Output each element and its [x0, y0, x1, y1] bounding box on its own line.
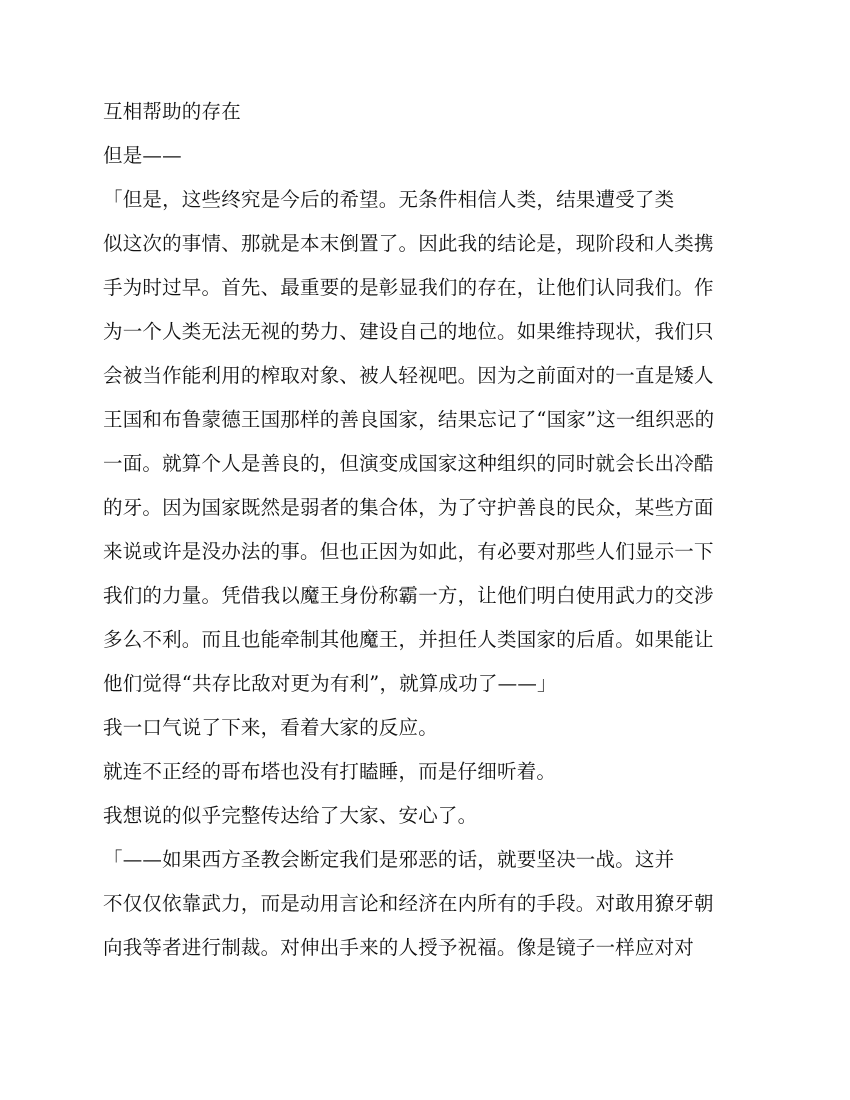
text-line: 似这次的事情、那就是本末倒置了。因此我的结论是，现阶段和人类携 — [103, 232, 714, 255]
text-line: 互相帮助的存在 — [103, 100, 241, 123]
text-line: 的牙。因为国家既然是弱者的集合体，为了守护善良的民众，某些方面 — [103, 496, 714, 519]
text-line: 「但是，这些终究是今后的希望。无条件相信人类，结果遭受了类 — [103, 188, 675, 211]
text-line: 「——如果西方圣教会断定我们是邪恶的话，就要坚决一战。这并 — [103, 848, 675, 871]
text-line: 我想说的似乎完整传达给了大家、安心了。 — [103, 804, 478, 827]
text-line: 我们的力量。凭借我以魔王身份称霸一方，让他们明白使用武力的交涉 — [103, 584, 714, 607]
text-line: 为一个人类无法无视的势力、建设自己的地位。如果维持现状，我们只 — [103, 320, 714, 343]
text-line: 就连不正经的哥布塔也没有打瞌睡，而是仔细听着。 — [103, 760, 557, 783]
text-line: 但是—— — [103, 144, 182, 167]
text-line: 来说或许是没办法的事。但也正因为如此，有必要对那些人们显示一下 — [103, 540, 714, 563]
text-line: 他们觉得“共存比敌对更为有利”，就算成功了——」 — [103, 672, 557, 695]
text-line: 向我等者进行制裁。对伸出手来的人授予祝福。像是镜子一样应对对 — [103, 936, 695, 959]
document-page — [103, 98, 763, 978]
text-line: 王国和布鲁蒙德王国那样的善良国家，结果忘记了“国家”这一组织恶的 — [103, 408, 715, 431]
text-line: 多么不利。而且也能牵制其他魔王，并担任人类国家的后盾。如果能让 — [103, 628, 714, 651]
text-line: 手为时过早。首先、最重要的是彰显我们的存在，让他们认同我们。作 — [103, 276, 714, 299]
text-line: 会被当作能利用的榨取对象、被人轻视吧。因为之前面对的一直是矮人 — [103, 364, 714, 387]
text-line: 一面。就算个人是善良的，但演变成国家这种组织的同时就会长出冷酷 — [103, 452, 714, 475]
text-line: 不仅仅依靠武力，而是动用言论和经济在内所有的手段。对敢用獠牙朝 — [103, 892, 714, 915]
text-line: 我一口气说了下来，看着大家的反应。 — [103, 716, 438, 739]
